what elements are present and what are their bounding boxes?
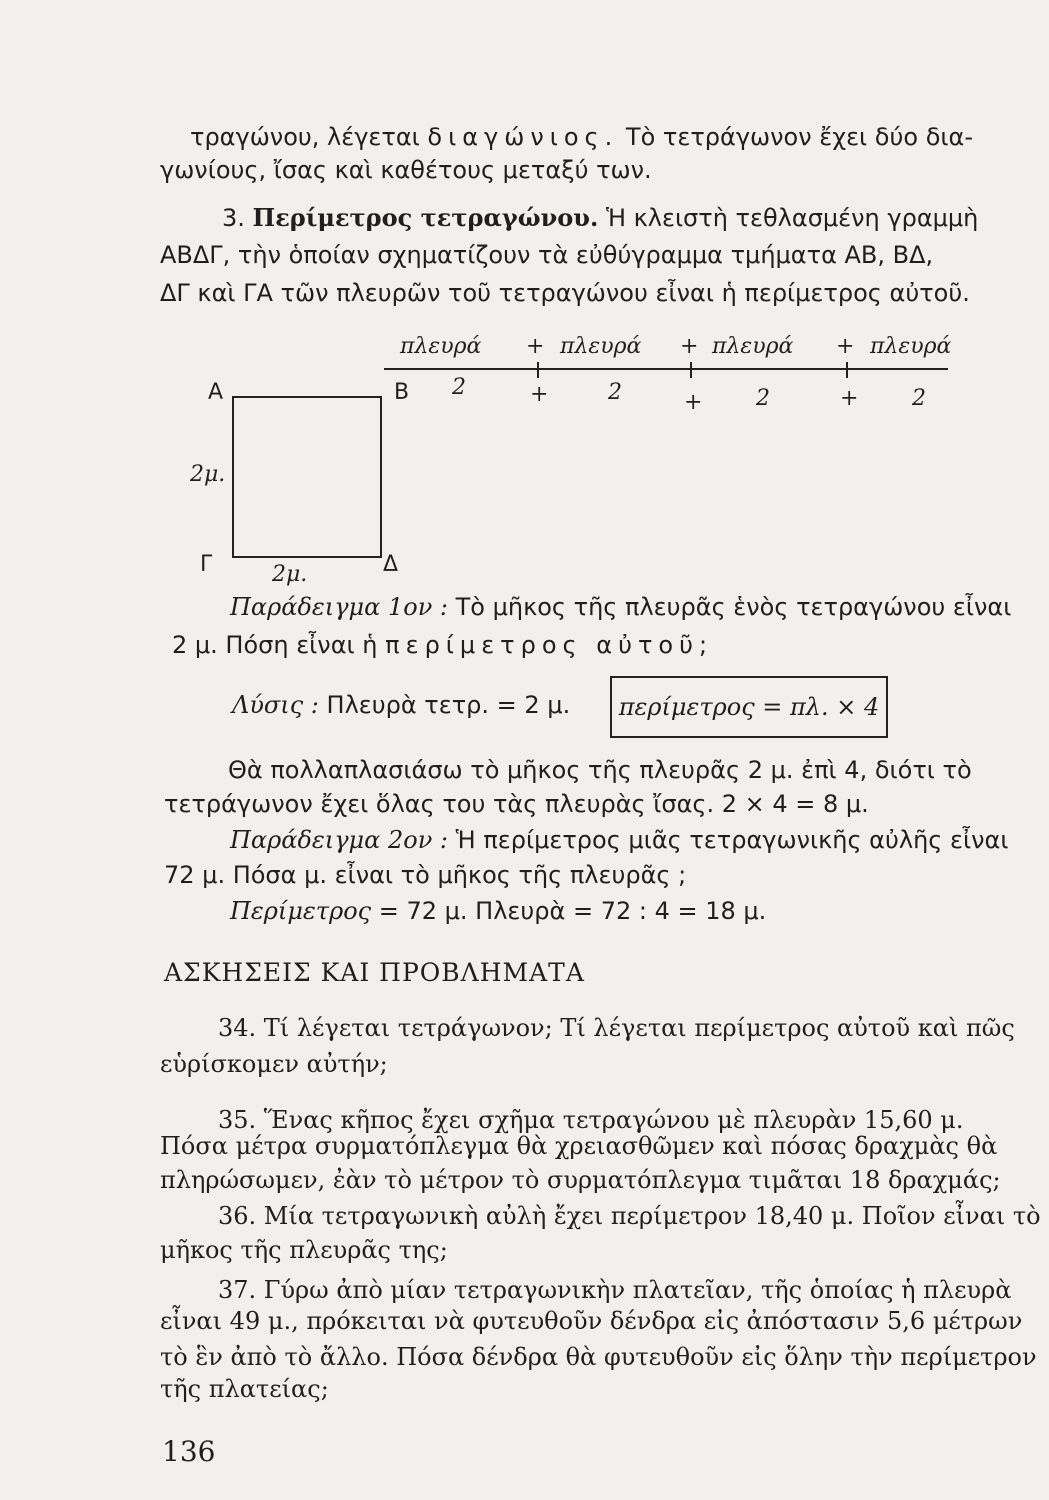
section-heading: Περίμετρος τετραγώνου. bbox=[252, 203, 599, 232]
intro-line-2: γωνίους, ἴσας καὶ καθέτους μεταξύ των. bbox=[160, 156, 652, 184]
explanation-line-2: τετράγωνον ἔχει ὅλας του τὰς πλευρὰς ἴσας. 2 × 4 = 8 μ. bbox=[164, 790, 869, 818]
addend-plus: + bbox=[530, 382, 549, 407]
exercise-line: 37. Γύρω ἀπὸ μίαν τετραγωνικὴν πλατεῖαν, τῆς ὁποίας ἡ πλευρὰ bbox=[218, 1276, 1012, 1304]
exercise-line: εὑρίσκομεν αὐτήν; bbox=[160, 1050, 388, 1078]
exercise-line: 36. Μία τετραγωνικὴ αὐλὴ ἔχει περίμετρον 18,40 μ. Ποῖον εἶναι τὸ bbox=[218, 1202, 1041, 1230]
square-diagram bbox=[0, 0, 1049, 600]
formula-plus: + bbox=[526, 334, 545, 359]
section-number: 3. bbox=[222, 204, 245, 232]
page-number: 136 bbox=[162, 1435, 216, 1468]
vertex-label-a: Α bbox=[208, 380, 224, 405]
example-2-line-1 bbox=[230, 825, 1008, 855]
result-text: = 72 μ. Πλευρὰ = 72 : 4 = 18 μ. bbox=[378, 897, 767, 925]
term-diagonal: διαγώνιος. bbox=[427, 123, 619, 151]
addend-plus: + bbox=[684, 390, 703, 415]
exercise-line: πληρώσωμεν, ἐὰν τὸ μέτρον τὸ συρματόπλεγμα τιμᾶται 18 δραχμάς; bbox=[160, 1166, 1001, 1194]
addend: 2 bbox=[452, 375, 466, 400]
formula-plus: + bbox=[680, 334, 699, 359]
vertex-label-d: Δ bbox=[383, 552, 399, 577]
solution-label: Λύσις : bbox=[232, 691, 319, 719]
exercise-line: εἶναι 49 μ., πρόκειται νὰ φυτευθοῦν δένδρα εἰς ἀπόστασιν 5,6 μέτρων bbox=[160, 1307, 1023, 1335]
section-3-line-2: ΑΒΔΓ, τὴν ὁποίαν σχηματίζουν τὰ εὐθύγραμμα τμήματα ΑΒ, ΒΔ, bbox=[160, 241, 934, 269]
section-text: Ἡ κλειστὴ τεθλασμένη γραμμὴ bbox=[605, 204, 979, 232]
exercise-line: 34. Τί λέγεται τετράγωνον; Τί λέγεται περίμετρος αὐτοῦ καὶ πῶς bbox=[218, 1014, 1015, 1042]
term-perimeter: περίμετρος αὐτοῦ; bbox=[385, 631, 714, 659]
exercise-line: 35. Ἕνας κῆπος ἔχει σχῆμα τετραγώνου μὲ πλευρὰν 15,60 μ. bbox=[218, 1106, 964, 1134]
solution-line bbox=[232, 690, 570, 720]
vertex-label-g: Γ bbox=[200, 552, 213, 577]
side-length-bottom: 2μ. bbox=[272, 562, 308, 587]
result-label: Περίμετρος bbox=[230, 897, 372, 925]
addend: 2 bbox=[756, 386, 770, 411]
addend: 2 bbox=[912, 386, 926, 411]
example-1-line-1 bbox=[230, 592, 1011, 622]
example-1-line-2 bbox=[172, 630, 713, 660]
example-label: Παράδειγμα 1ον : bbox=[230, 593, 448, 621]
formula-word: πλευρά bbox=[870, 334, 952, 359]
intro-text: τραγώνου, λέγεται bbox=[190, 123, 420, 151]
square-outline bbox=[233, 397, 381, 557]
vertex-label-b: Β bbox=[394, 380, 410, 405]
exercise-line: Πόσα μέτρα συρματόπλεγμα θὰ χρειασθῶμεν καὶ πόσας δραχμὰς θὰ bbox=[160, 1132, 998, 1160]
example-text: 2 μ. Πόση εἶναι ἡ bbox=[172, 631, 378, 659]
section-3-line-3: ΔΓ καὶ ΓΑ τῶν πλευρῶν τοῦ τετραγώνου εἶναι ἡ περίμετρος αὐτοῦ. bbox=[160, 279, 970, 307]
formula-box: περίμετρος = πλ. × 4 bbox=[610, 676, 888, 738]
formula-word: πλευρά bbox=[712, 334, 794, 359]
example-2-result bbox=[230, 896, 766, 926]
exercise-line: τῆς πλατείας; bbox=[160, 1375, 329, 1403]
explanation-line-1: Θὰ πολλαπλασιάσω τὸ μῆκος τῆς πλευρᾶς 2 μ. ἐπὶ 4, διότι τὸ bbox=[228, 756, 972, 784]
exercise-line: μῆκος τῆς πλευρᾶς της; bbox=[160, 1236, 448, 1264]
example-text: Ἡ περίμετρος μιᾶς τετραγωνικῆς αὐλῆς εἶναι bbox=[455, 826, 1009, 854]
example-label: Παράδειγμα 2ον : bbox=[230, 826, 448, 854]
formula-plus: + bbox=[836, 334, 855, 359]
intro-text: Τὸ τετράγωνον ἔχει δύο δια- bbox=[625, 123, 973, 151]
solution-text: Πλευρὰ τετρ. = 2 μ. bbox=[326, 691, 571, 719]
side-length-left: 2μ. bbox=[190, 462, 226, 487]
exercises-heading: ΑΣΚΗΣΕΙΣ ΚΑΙ ΠΡΟΒΛΗΜΑΤΑ bbox=[164, 958, 585, 987]
addend: 2 bbox=[608, 380, 622, 405]
addend-plus: + bbox=[840, 386, 859, 411]
formula-word: πλευρά bbox=[400, 334, 482, 359]
formula-word: πλευρά bbox=[560, 334, 642, 359]
exercise-line: τὸ ἓν ἀπὸ τὸ ἄλλο. Πόσα δένδρα θὰ φυτευθοῦν εἰς ὅλην τὴν περίμετρον bbox=[160, 1343, 1037, 1371]
example-text: Τὸ μῆκος τῆς πλευρᾶς ἑνὸς τετραγώνου εἶναι bbox=[455, 593, 1012, 621]
example-2-line-2: 72 μ. Πόσα μ. εἶναι τὸ μῆκος τῆς πλευρᾶς ; bbox=[164, 861, 687, 889]
